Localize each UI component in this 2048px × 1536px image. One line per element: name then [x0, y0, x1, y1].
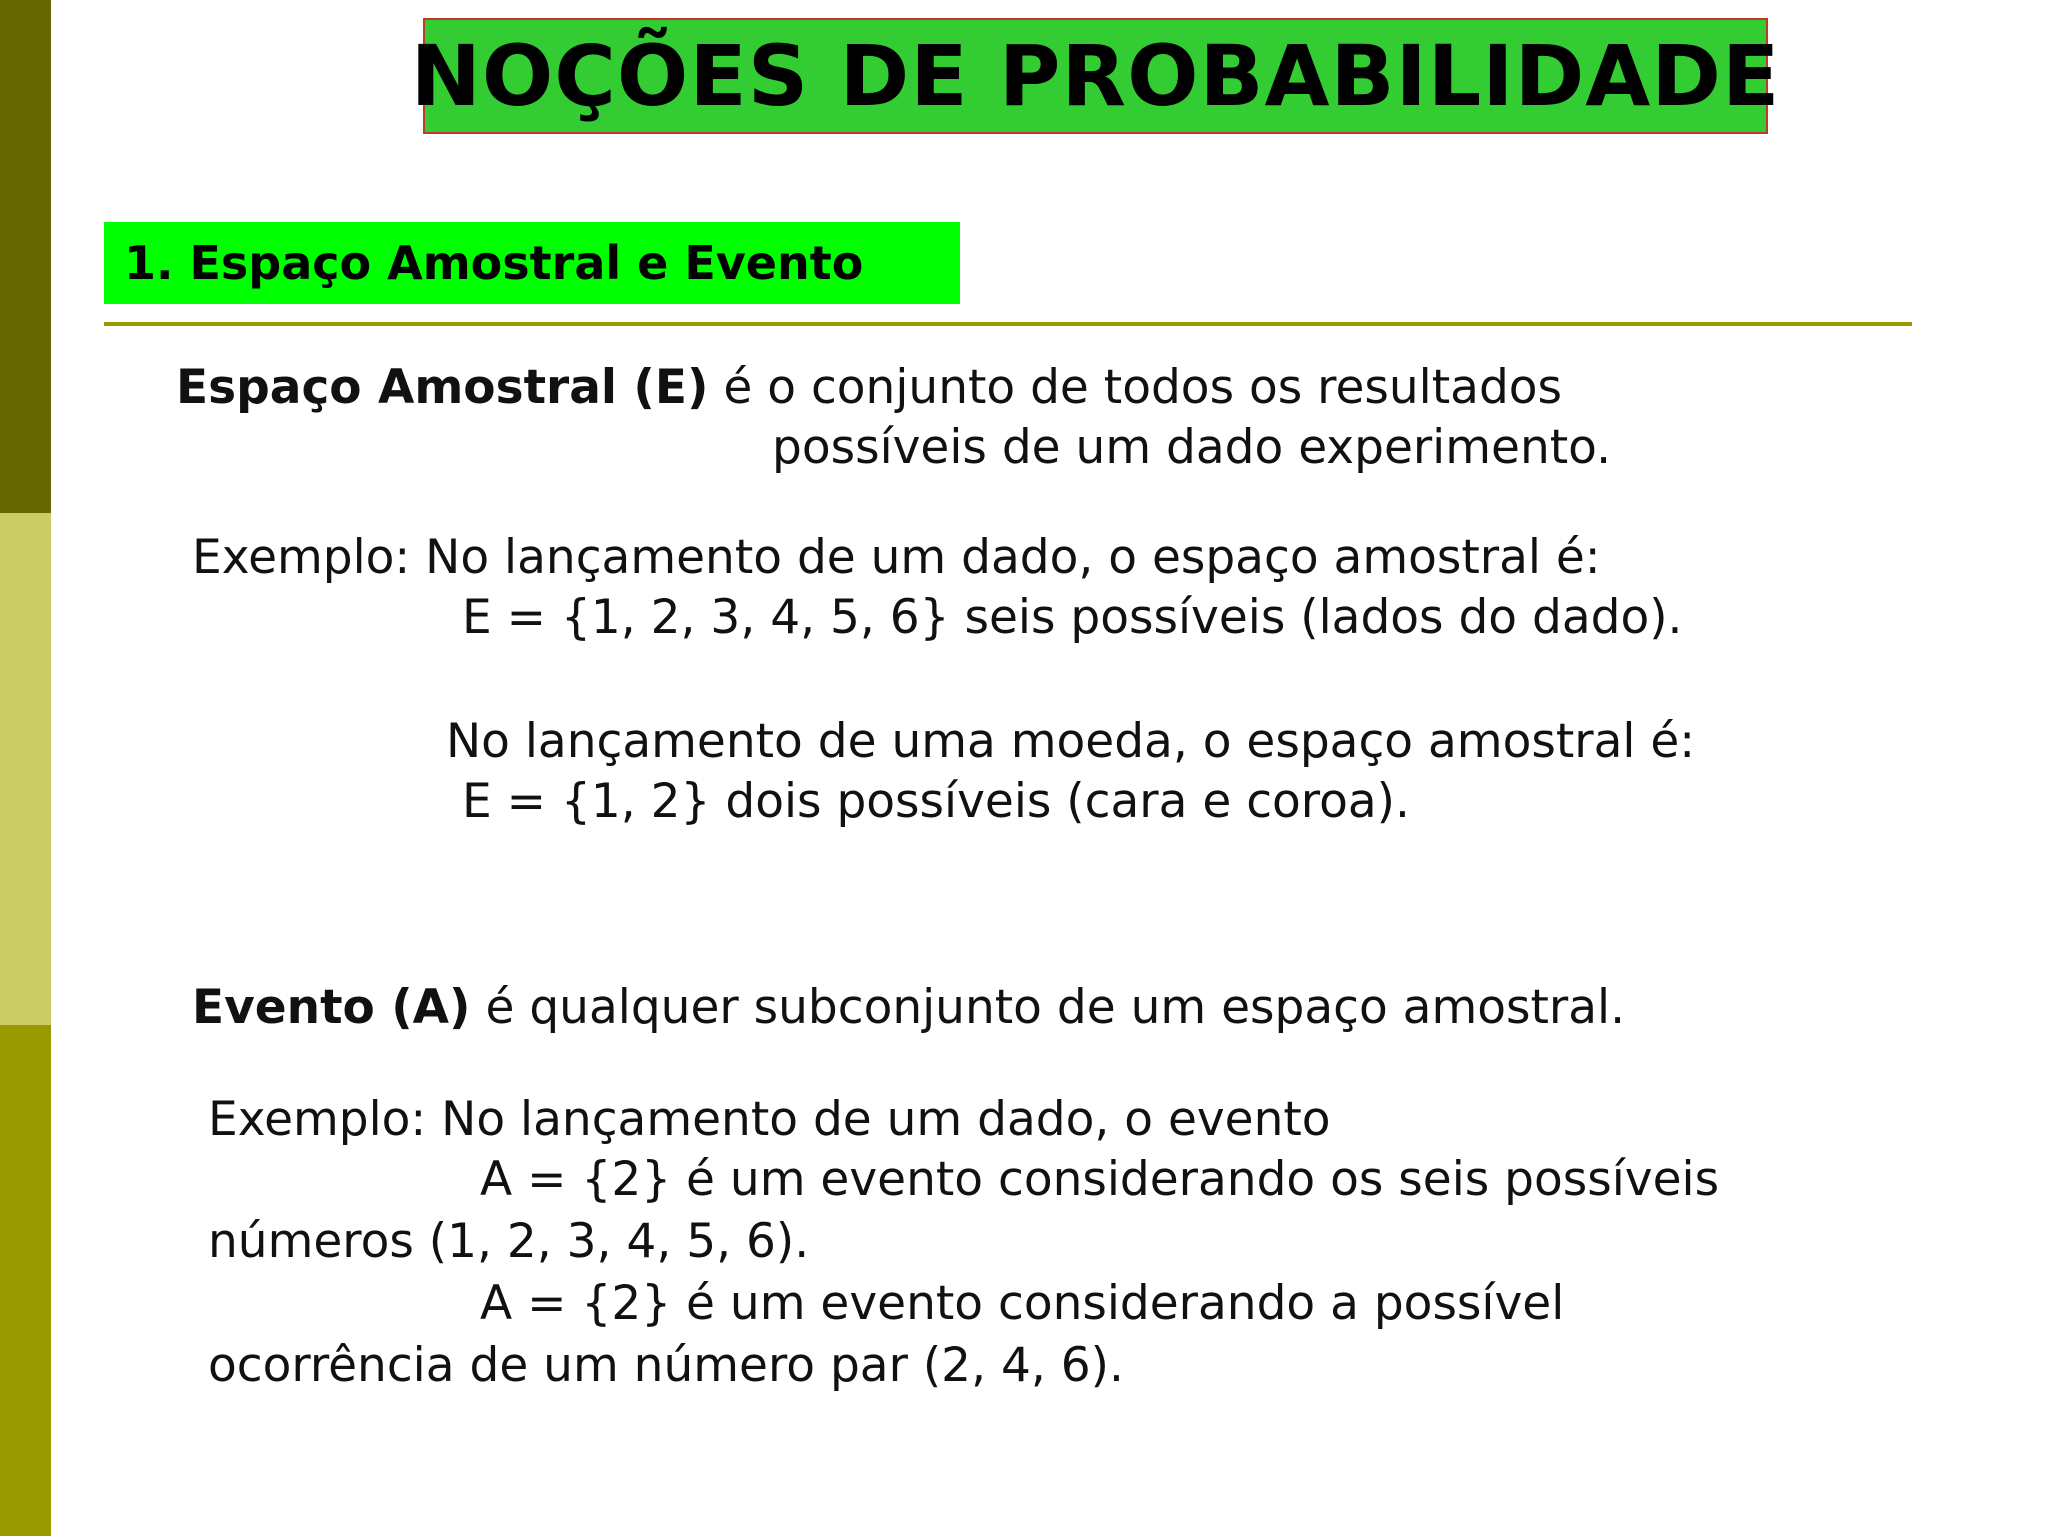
event-case1-line1: A = {2} é um evento considerando os seis possíveis — [480, 1152, 1720, 1207]
event-definition-text: é qualquer subconjunto de um espaço amostral. — [470, 980, 1626, 1035]
section-divider — [104, 322, 1912, 326]
sidebar-band-top — [0, 0, 51, 513]
sample-space-definition-line2: possíveis de um dado experimento. — [772, 420, 1612, 475]
sample-space-definition-text: é o conjunto de todos os resultados — [708, 360, 1563, 415]
page-title: NOÇÕES DE PROBABILIDADE — [410, 27, 1781, 125]
sample-space-coin-set: E = {1, 2} dois possíveis (cara e coroa). — [462, 774, 1410, 829]
event-definition — [192, 980, 1626, 1035]
title-banner — [410, 18, 1781, 134]
sample-space-definition-line1 — [176, 360, 1563, 415]
event-term: Evento (A) — [192, 980, 471, 1035]
event-example-intro: Exemplo: No lançamento de um dado, o evento — [208, 1092, 1331, 1147]
event-case1-line2: números (1, 2, 3, 4, 5, 6). — [208, 1214, 810, 1269]
sample-space-term: Espaço Amostral (E) — [176, 360, 709, 415]
sample-space-die-set: E = {1, 2, 3, 4, 5, 6} seis possíveis (lados do dado). — [462, 590, 1683, 645]
sidebar-band-bottom — [0, 1025, 51, 1536]
sample-space-coin-intro: No lançamento de uma moeda, o espaço amostral é: — [446, 714, 1696, 769]
sample-space-example-intro: Exemplo: No lançamento de um dado, o espaço amostral é: — [192, 530, 1601, 585]
event-case2-line1: A = {2} é um evento considerando a possível — [480, 1276, 1565, 1331]
event-case2-line2: ocorrência de um número par (2, 4, 6). — [208, 1338, 1124, 1393]
sidebar-band-middle — [0, 513, 51, 1025]
section-heading: 1. Espaço Amostral e Evento — [124, 236, 864, 290]
section-heading-banner — [104, 222, 960, 304]
